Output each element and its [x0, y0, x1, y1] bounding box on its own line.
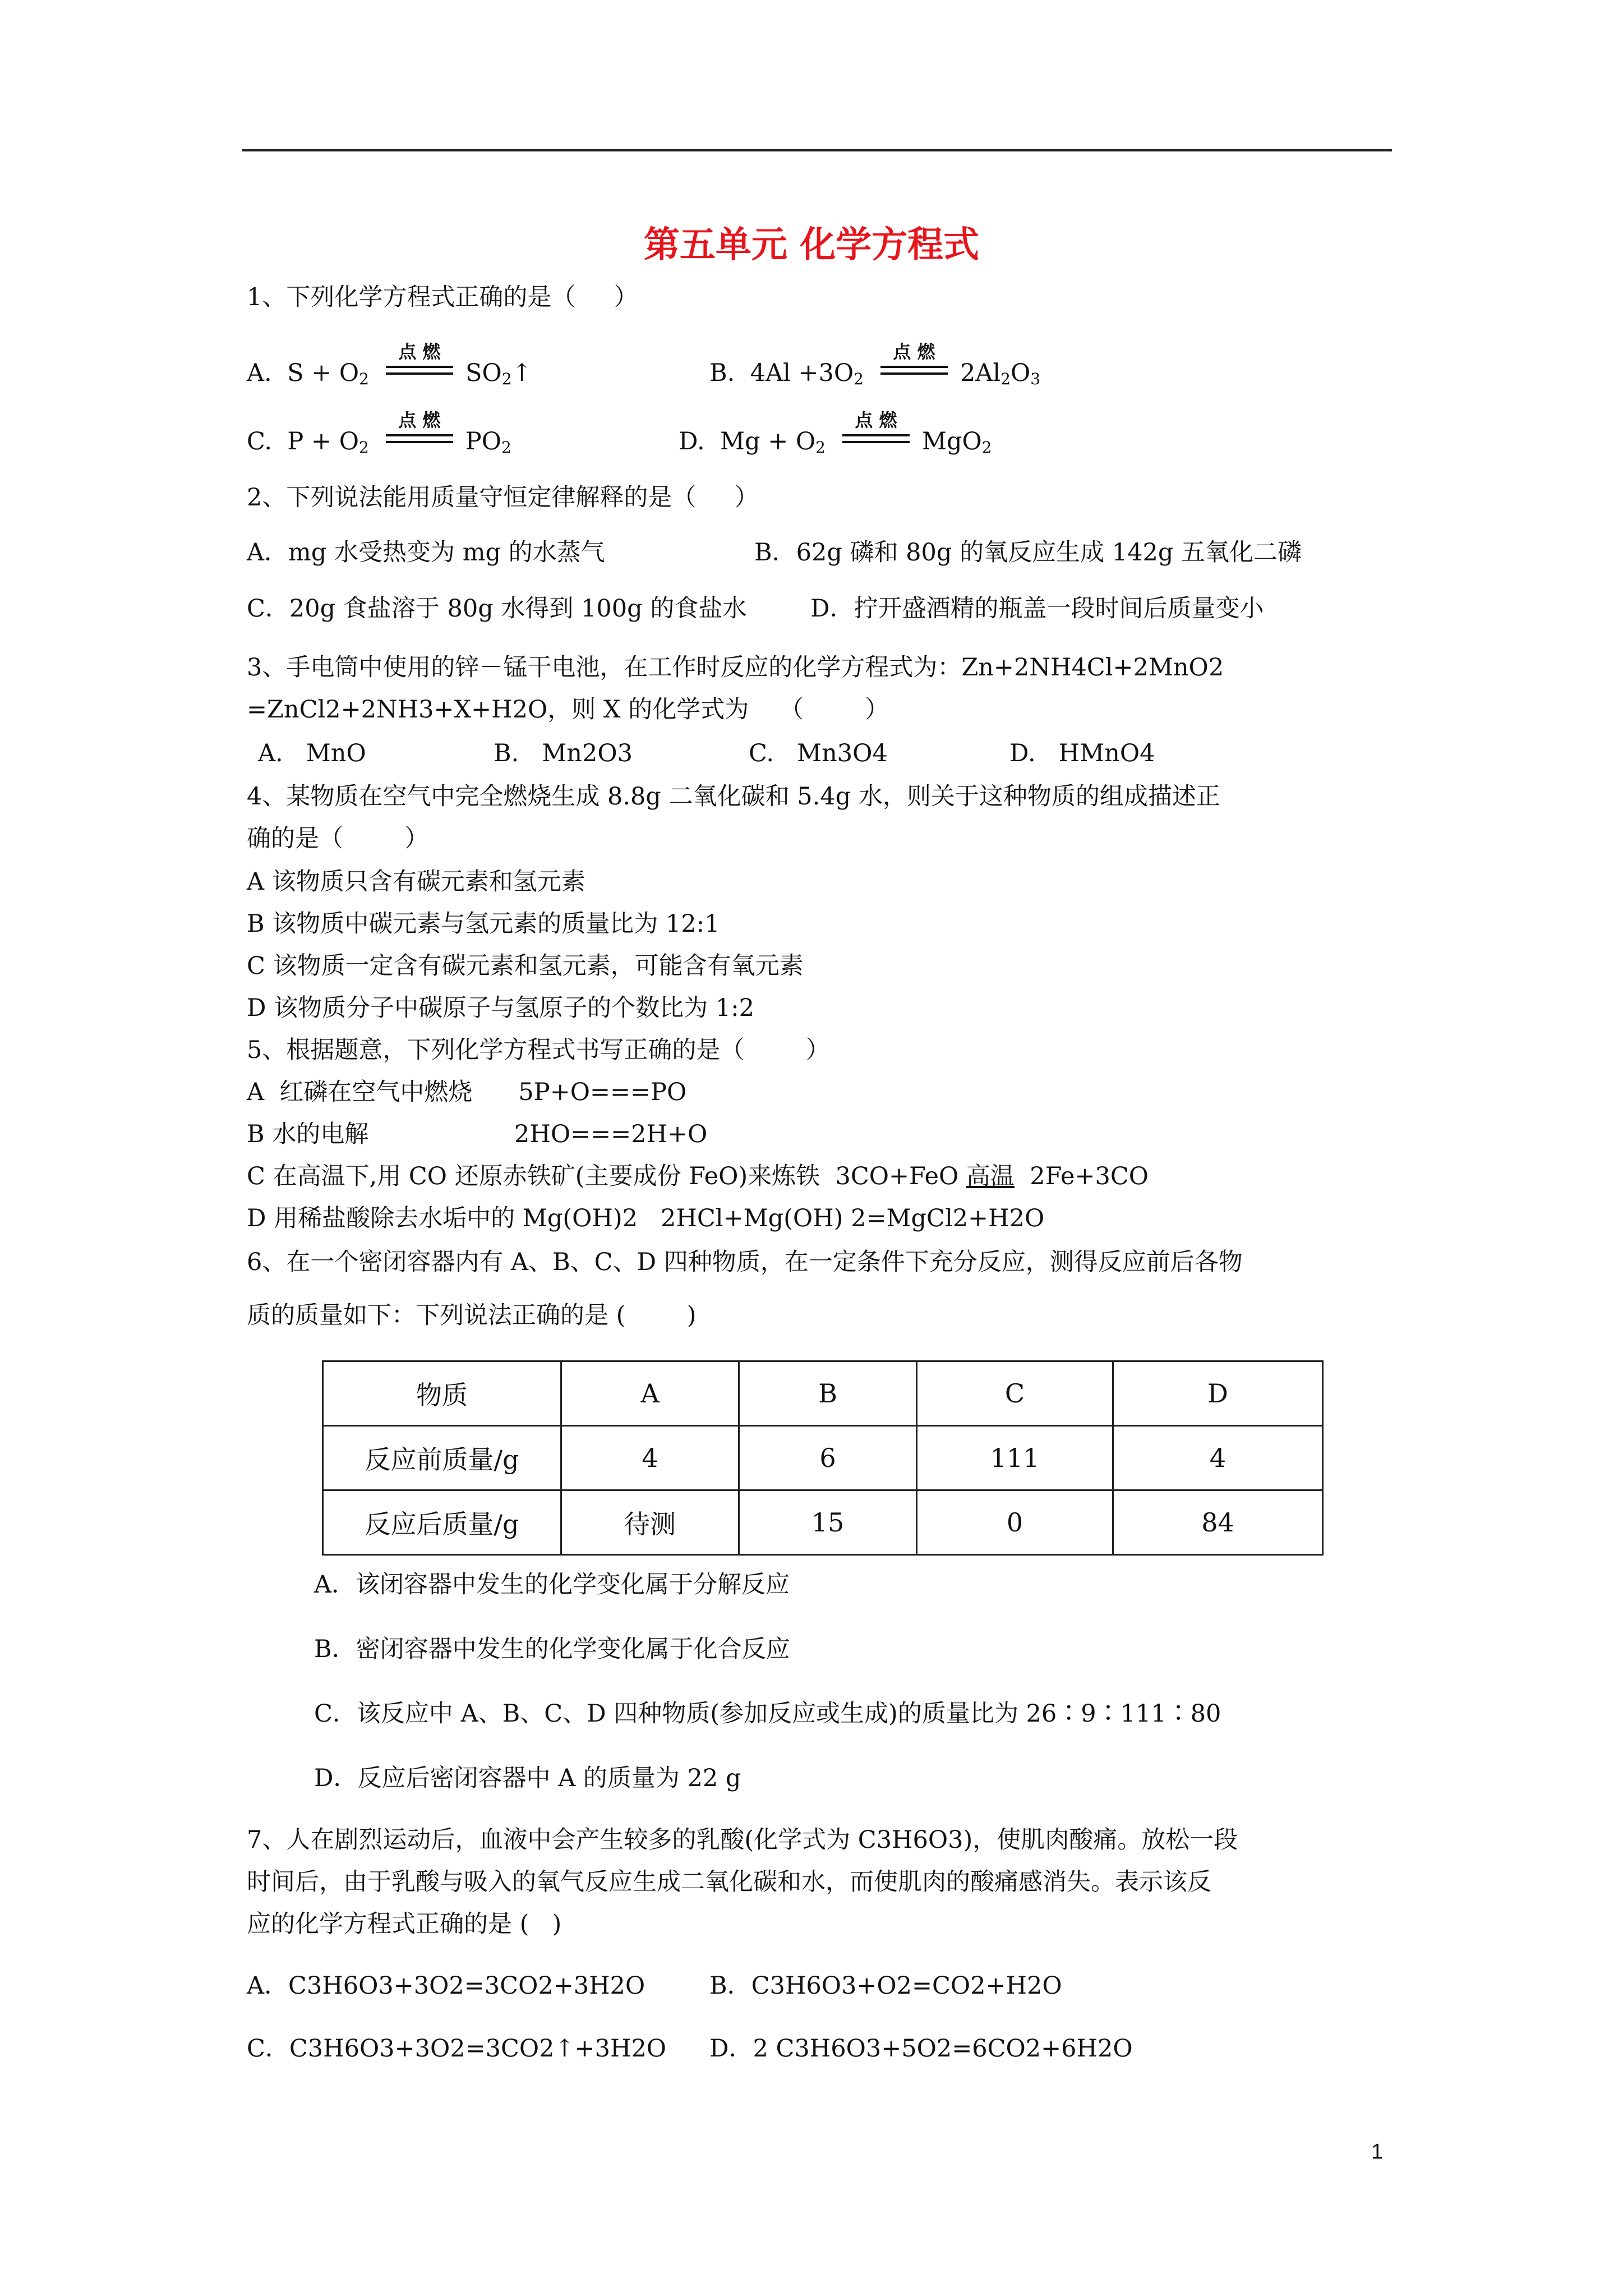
q2-option-c: C．20g 食盐溶于 80g 水得到 100g 的食盐水 — [247, 595, 747, 623]
q1-option-a: A. $S + O_2$ 点 燃 $SO_2↑$ — [247, 341, 532, 388]
q5-option-d: D 用稀盐酸除去水垢中的 Mg(OH)2 2HCl+Mg(OH) 2=MgCl2+H2O — [247, 1204, 1045, 1232]
q2-stem: 2、下列说法能用质量守恒定律解释的是（ ） — [247, 484, 759, 512]
q7-line-1: 7、人在剧烈运动后，血液中会产生较多的乳酸(化学式为 C3H6O3)，使肌肉酸痛。放松一段 — [247, 1826, 1238, 1854]
table-cell: 0 — [917, 1490, 1113, 1555]
q6-option-a: A．该闭容器中发生的化学变化属于分解反应 — [314, 1571, 790, 1599]
table-header-cell: C — [917, 1361, 1113, 1426]
table-cell: 反应后质量/g — [323, 1490, 561, 1555]
q1-option-b: B. $4Al +3O_2$ 点 燃 $2Al_2O_3$ — [709, 341, 1041, 388]
q3-line-2: =ZnCl2+2NH3+X+H2O，则 X 的化学式为 （ ） — [247, 696, 889, 724]
q4-line-2: 确的是（ ） — [247, 825, 429, 853]
ignition-equation-sign: 点 燃 — [386, 360, 453, 388]
table-cell: 111 — [917, 1426, 1113, 1490]
ignition-equation-sign: 点 燃 — [386, 429, 453, 457]
q7-option-b: B．C3H6O3+O2=CO2+H2O — [709, 1972, 1062, 2000]
table-header-cell: D — [1113, 1361, 1323, 1426]
q5-stem: 5、根据题意，下列化学方程式书写正确的是（ ） — [247, 1036, 830, 1064]
q5-option-b: B 水的电解 2HO===2H+O — [247, 1120, 708, 1148]
q2-option-b: B．62g 磷和 80g 的氧反应生成 142g 五氧化二磷 — [754, 539, 1302, 567]
table-cell: 4 — [1113, 1426, 1323, 1490]
high-temperature-condition: 高温 — [966, 1162, 1015, 1190]
page-title: 第五单元 化学方程式 — [643, 224, 980, 266]
table-cell: 4 — [561, 1426, 739, 1490]
table-cell: 待测 — [561, 1490, 739, 1555]
ignition-equation-sign: 点 燃 — [880, 360, 948, 388]
q7-option-d: D．2 C3H6O3+5O2=6CO2+6H2O — [709, 2035, 1133, 2063]
q5-option-c: C 在高温下,用 CO 还原赤铁矿(主要成份 FeO)来炼铁 3CO+FeO 高温 2Fe+3CO — [247, 1162, 1149, 1190]
page-number: 1 — [1371, 2140, 1384, 2164]
table-row — [323, 1426, 1323, 1490]
table-row — [323, 1490, 1323, 1555]
q7-option-c: C．C3H6O3+3O2=3CO2↑+3H2O — [247, 2035, 667, 2063]
q4-option-d: D 该物质分子中碳原子与氢原子的个数比为 1:2 — [247, 994, 755, 1022]
q5-option-a: A 红磷在空气中燃烧 5P+O===PO — [247, 1078, 687, 1106]
q2-option-d: D．拧开盛酒精的瓶盖一段时间后质量变小 — [810, 595, 1264, 623]
q1-stem: 1、下列化学方程式正确的是（ ） — [247, 283, 638, 311]
q6-line-2: 质的质量如下：下列说法正确的是 ( ) — [247, 1301, 697, 1329]
q1-option-c: C. $P + O_2$ 点 燃 $PO_2$ — [247, 409, 511, 457]
q7-line-2: 时间后，由于乳酸与吸入的氧气反应生成二氧化碳和水，而使肌肉的酸痛感消失。表示该反 — [247, 1868, 1211, 1896]
ignition-equation-sign: 点 燃 — [842, 429, 910, 457]
header-rule — [242, 149, 1392, 151]
table-cell: 6 — [739, 1426, 917, 1490]
q6-option-c: C．该反应中 A、B、C、D 四种物质(参加反应或生成)的质量比为 26∶9∶111∶80 — [314, 1700, 1221, 1728]
table-header-row — [323, 1361, 1323, 1426]
q4-line-1: 4、某物质在空气中完全燃烧生成 8.8g 二氧化碳和 5.4g 水，则关于这种物质的组成描述正 — [247, 783, 1220, 811]
q4-option-b: B 该物质中碳元素与氢元素的质量比为 12:1 — [247, 910, 720, 938]
q7-option-a: A．C3H6O3+3O2=3CO2+3H2O — [247, 1972, 645, 2000]
q7-line-3: 应的化学方程式正确的是 ( ) — [247, 1910, 562, 1938]
q6-line-1: 6、在一个密闭容器内有 A、B、C、D 四种物质，在一定条件下充分反应，测得反应前后各物 — [247, 1248, 1243, 1276]
q6-option-b: B．密闭容器中发生的化学变化属于化合反应 — [314, 1635, 790, 1663]
table-cell: 15 — [739, 1490, 917, 1555]
table-header-cell: A — [561, 1361, 739, 1426]
table-cell: 反应前质量/g — [323, 1426, 561, 1490]
q3-option-d: D. HMnO4 — [1009, 739, 1155, 767]
q3-option-b: B. Mn2O3 — [494, 739, 633, 767]
q4-option-a: A 该物质只含有碳元素和氢元素 — [247, 868, 585, 896]
q1-option-d: D. $Mg + O_2$ 点 燃 MgO$_2$ — [679, 409, 992, 457]
mass-table — [322, 1360, 1324, 1556]
q3-option-a: A. MnO — [258, 739, 366, 767]
table-header-cell: 物质 — [323, 1361, 561, 1426]
table-cell: 84 — [1113, 1490, 1323, 1555]
q6-option-d: D．反应后密闭容器中 A 的质量为 22 g — [314, 1764, 741, 1792]
q4-option-c: C 该物质一定含有碳元素和氢元素，可能含有氧元素 — [247, 952, 804, 980]
q3-option-c: C. Mn3O4 — [749, 739, 888, 767]
q2-option-a: A．mg 水受热变为 mg 的水蒸气 — [247, 539, 605, 567]
q3-line-1: 3、手电筒中使用的锌－锰干电池，在工作时反应的化学方程式为：Zn+2NH4Cl+2MnO2 — [247, 654, 1224, 682]
table-header-cell: B — [739, 1361, 917, 1426]
